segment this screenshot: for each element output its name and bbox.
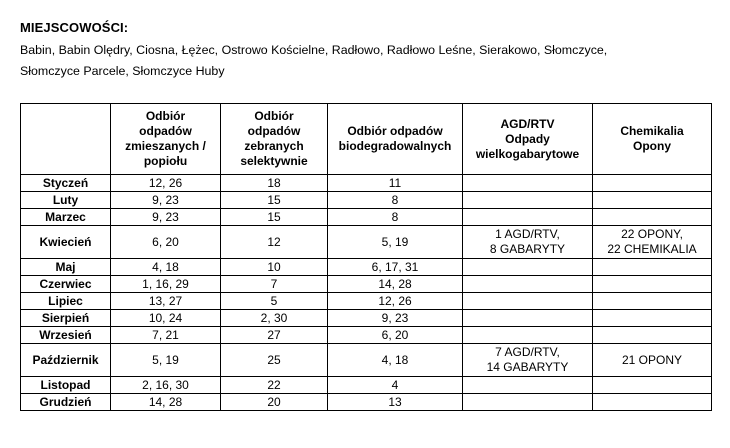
table-row bbox=[21, 327, 712, 344]
biodegradable-cell: 5, 19 bbox=[328, 226, 463, 259]
collection-schedule-table bbox=[20, 103, 712, 411]
agd-bulky-cell bbox=[463, 394, 593, 411]
selective-waste-cell: 12 bbox=[221, 226, 328, 259]
mixed-waste-cell: 2, 16, 30 bbox=[111, 377, 221, 394]
table-row bbox=[21, 310, 712, 327]
selective-waste-cell: 7 bbox=[221, 276, 328, 293]
biodegradable-cell: 4, 18 bbox=[328, 344, 463, 377]
agd-bulky-cell: 1 AGD/RTV, 8 GABARYTY bbox=[463, 226, 593, 259]
mixed-waste-cell: 9, 23 bbox=[111, 209, 221, 226]
table-row bbox=[21, 293, 712, 310]
mixed-waste-cell: 1, 16, 29 bbox=[111, 276, 221, 293]
selective-waste-cell: 2, 30 bbox=[221, 310, 328, 327]
table-row bbox=[21, 175, 712, 192]
chemicals-tires-cell bbox=[593, 327, 712, 344]
mixed-waste-cell: 4, 18 bbox=[111, 259, 221, 276]
table-header-row bbox=[21, 104, 712, 175]
header-agd-bulky: AGD/RTV Odpady wielkogabarytowe bbox=[463, 104, 593, 175]
agd-bulky-cell bbox=[463, 209, 593, 226]
biodegradable-cell: 8 bbox=[328, 209, 463, 226]
table-row bbox=[21, 276, 712, 293]
chemicals-tires-cell bbox=[593, 175, 712, 192]
chemicals-tires-cell bbox=[593, 310, 712, 327]
selective-waste-cell: 20 bbox=[221, 394, 328, 411]
agd-bulky-cell bbox=[463, 310, 593, 327]
month-cell: Wrzesień bbox=[21, 327, 111, 344]
header-biodegradable-waste: Odbiór odpadów biodegradowalnych bbox=[328, 104, 463, 175]
biodegradable-cell: 8 bbox=[328, 192, 463, 209]
table-row bbox=[21, 259, 712, 276]
selective-waste-cell: 22 bbox=[221, 377, 328, 394]
chemicals-tires-cell bbox=[593, 293, 712, 310]
mixed-waste-cell: 14, 28 bbox=[111, 394, 221, 411]
table-row bbox=[21, 209, 712, 226]
biodegradable-cell: 6, 20 bbox=[328, 327, 463, 344]
agd-bulky-cell bbox=[463, 276, 593, 293]
table-row bbox=[21, 394, 712, 411]
mixed-waste-cell: 13, 27 bbox=[111, 293, 221, 310]
chemicals-tires-cell: 21 OPONY bbox=[593, 344, 712, 377]
section-heading: MIEJSCOWOŚCI: bbox=[20, 20, 129, 35]
header-month bbox=[21, 104, 111, 175]
month-cell: Lipiec bbox=[21, 293, 111, 310]
chemicals-tires-cell bbox=[593, 192, 712, 209]
places-line-1: Babin, Babin Olędry, Ciosna, Łężec, Ostrowo Kościelne, Radłowo, Radłowo Leśne, Sierakowo, Słomczyce, bbox=[20, 43, 608, 57]
chemicals-tires-cell bbox=[593, 276, 712, 293]
mixed-waste-cell: 12, 26 bbox=[111, 175, 221, 192]
month-cell: Kwiecień bbox=[21, 226, 111, 259]
month-cell: Sierpień bbox=[21, 310, 111, 327]
biodegradable-cell: 11 bbox=[328, 175, 463, 192]
biodegradable-cell: 12, 26 bbox=[328, 293, 463, 310]
selective-waste-cell: 10 bbox=[221, 259, 328, 276]
chemicals-tires-cell: 22 OPONY, 22 CHEMIKALIA bbox=[593, 226, 712, 259]
agd-bulky-cell bbox=[463, 293, 593, 310]
header-selective-waste: Odbiór odpadów zebranych selektywnie bbox=[221, 104, 328, 175]
places-line-2: Słomczyce Parcele, Słomczyce Huby bbox=[20, 64, 225, 78]
chemicals-tires-cell bbox=[593, 377, 712, 394]
month-cell: Czerwiec bbox=[21, 276, 111, 293]
month-cell: Listopad bbox=[21, 377, 111, 394]
agd-bulky-cell: 7 AGD/RTV, 14 GABARYTY bbox=[463, 344, 593, 377]
month-cell: Styczeń bbox=[21, 175, 111, 192]
table-row bbox=[21, 377, 712, 394]
selective-waste-cell: 25 bbox=[221, 344, 328, 377]
chemicals-tires-cell bbox=[593, 209, 712, 226]
biodegradable-cell: 4 bbox=[328, 377, 463, 394]
mixed-waste-cell: 5, 19 bbox=[111, 344, 221, 377]
table-row bbox=[21, 192, 712, 209]
selective-waste-cell: 18 bbox=[221, 175, 328, 192]
selective-waste-cell: 27 bbox=[221, 327, 328, 344]
mixed-waste-cell: 6, 20 bbox=[111, 226, 221, 259]
agd-bulky-cell bbox=[463, 377, 593, 394]
agd-bulky-cell bbox=[463, 327, 593, 344]
chemicals-tires-cell bbox=[593, 394, 712, 411]
mixed-waste-cell: 7, 21 bbox=[111, 327, 221, 344]
agd-bulky-cell bbox=[463, 259, 593, 276]
selective-waste-cell: 15 bbox=[221, 192, 328, 209]
chemicals-tires-cell bbox=[593, 259, 712, 276]
biodegradable-cell: 14, 28 bbox=[328, 276, 463, 293]
month-cell: Październik bbox=[21, 344, 111, 377]
biodegradable-cell: 13 bbox=[328, 394, 463, 411]
selective-waste-cell: 5 bbox=[221, 293, 328, 310]
month-cell: Luty bbox=[21, 192, 111, 209]
agd-bulky-cell bbox=[463, 175, 593, 192]
header-chemicals-tires: Chemikalia Opony bbox=[593, 104, 712, 175]
header-mixed-waste: Odbiór odpadów zmieszanych / popiołu bbox=[111, 104, 221, 175]
biodegradable-cell: 9, 23 bbox=[328, 310, 463, 327]
places-list bbox=[20, 40, 710, 82]
mixed-waste-cell: 10, 24 bbox=[111, 310, 221, 327]
table-row bbox=[21, 226, 712, 259]
agd-bulky-cell bbox=[463, 192, 593, 209]
month-cell: Marzec bbox=[21, 209, 111, 226]
month-cell: Grudzień bbox=[21, 394, 111, 411]
selective-waste-cell: 15 bbox=[221, 209, 328, 226]
mixed-waste-cell: 9, 23 bbox=[111, 192, 221, 209]
biodegradable-cell: 6, 17, 31 bbox=[328, 259, 463, 276]
month-cell: Maj bbox=[21, 259, 111, 276]
table-row bbox=[21, 344, 712, 377]
